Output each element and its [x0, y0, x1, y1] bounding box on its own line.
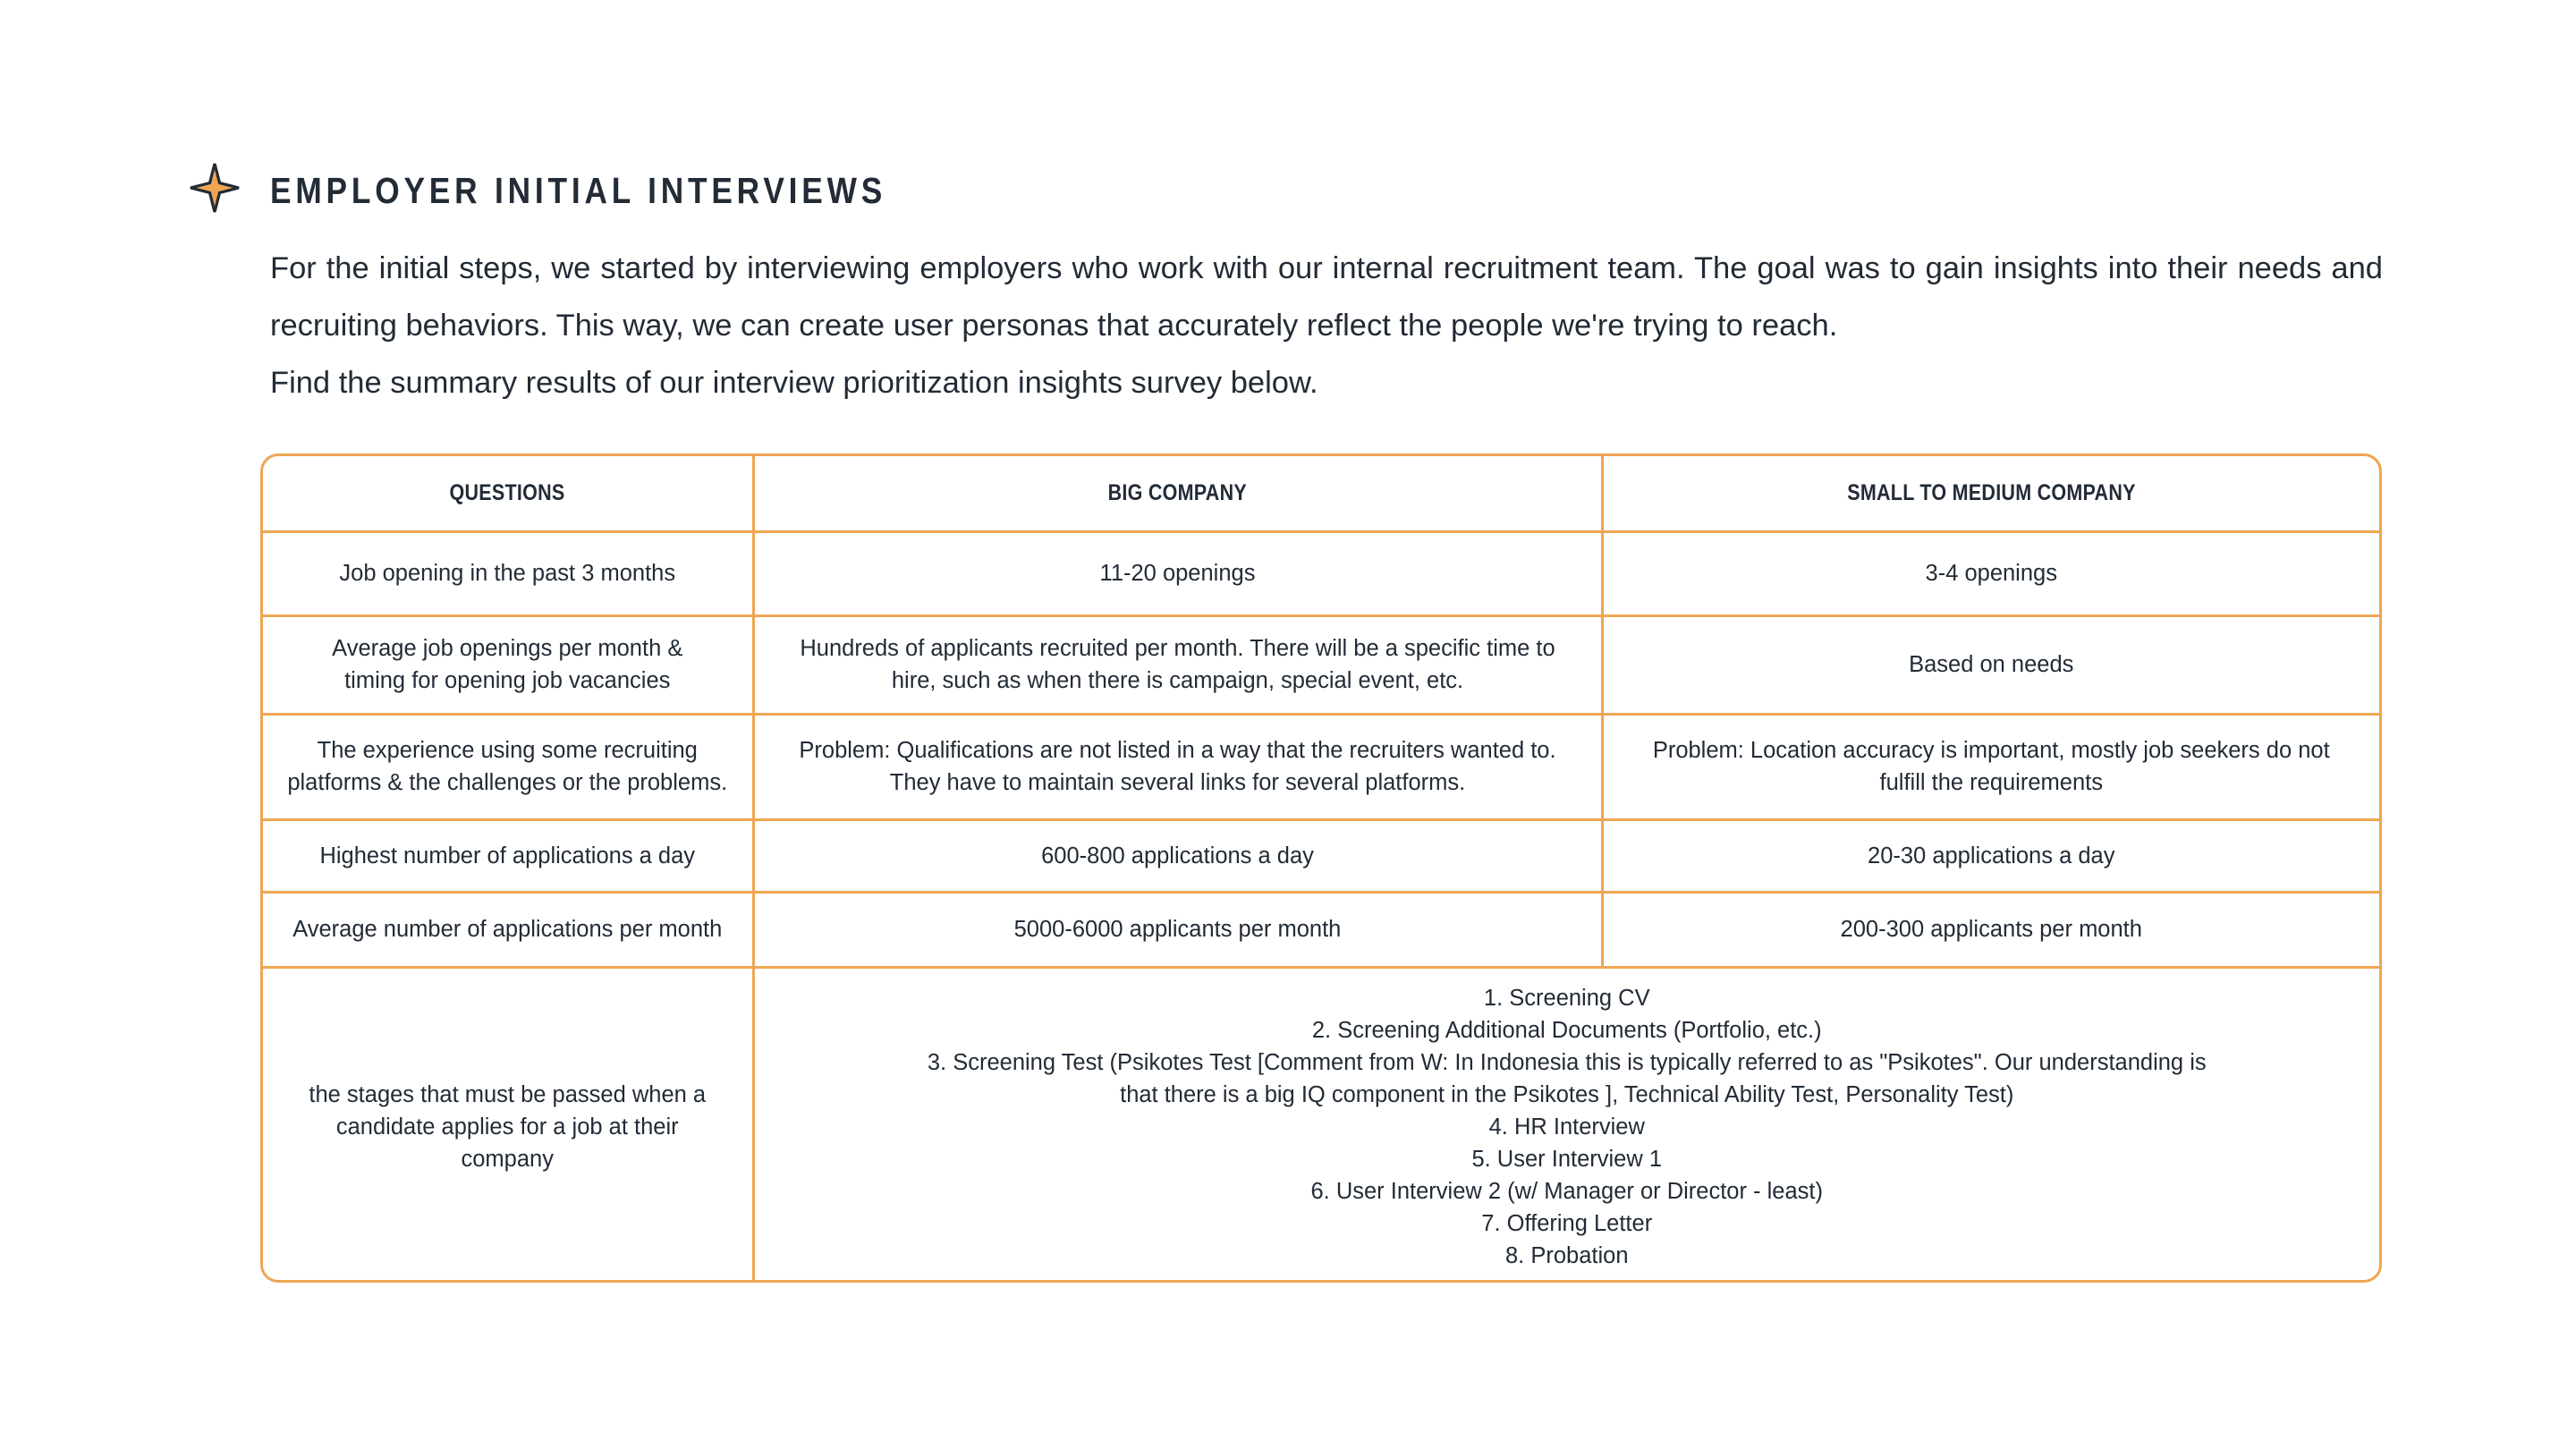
stage-item: 1. Screening CV: [1483, 985, 1650, 1011]
table-row: [263, 531, 2379, 615]
column-header-label: BIG COMPANY: [1107, 480, 1248, 506]
small-medium-company-cell: 20-30 applications a day: [1602, 819, 2379, 892]
four-point-star-icon: [189, 162, 241, 214]
small-medium-company-cell: Based on needs: [1602, 615, 2379, 714]
intro-text: [270, 240, 2383, 411]
big-company-cell: Hundreds of applicants recruited per month. There will be a specific time to hire, such as when there is campaign, special event, etc.: [753, 615, 1602, 714]
stage-item: 8. Probation: [1504, 1242, 1629, 1268]
question-cell: Average job openings per month & timing for opening job vacancies: [263, 615, 753, 714]
table-row: [263, 714, 2379, 819]
question-cell: Average number of applications per month: [263, 892, 753, 967]
column-header-small-medium-company: [1602, 456, 2379, 531]
big-company-cell: 600-800 applications a day: [753, 819, 1602, 892]
small-medium-company-cell: Problem: Location accuracy is important, mostly job seekers do not fulfill the requirements: [1602, 714, 2379, 819]
big-company-cell: 11-20 openings: [753, 531, 1602, 615]
table-row: [263, 967, 2379, 1283]
small-medium-company-cell: 200-300 applicants per month: [1602, 892, 2379, 967]
section-title: EMPLOYER INITIAL INTERVIEWS: [270, 170, 887, 211]
stage-item: 2. Screening Additional Documents (Portfolio, etc.): [1311, 1017, 1822, 1043]
stage-item: 4. HR Interview: [1488, 1114, 1645, 1140]
stage-item: 3. Screening Test (Psikotes Test [Comment from W: In Indonesia this is typically referred to as "Psikotes". Our understanding is that there is a big IQ component in the Psikotes ], Technical Ability Test, Personality Test): [927, 1049, 2207, 1107]
table-row: [263, 615, 2379, 714]
intro-paragraph: For the initial steps, we started by interviewing employers who work with our internal recruitment team. The goal was to gain insights into their needs and recruiting behaviors. This way, we can create user personas that accurately reflect the people we're trying to reach.: [270, 251, 2383, 343]
question-cell: Job opening in the past 3 months: [263, 531, 753, 615]
small-medium-company-cell: 3-4 openings: [1602, 531, 2379, 615]
big-company-cell: Problem: Qualifications are not listed in a way that the recruiters wanted to. They have to maintain several links for several platforms.: [753, 714, 1602, 819]
column-header-questions: [263, 456, 753, 531]
column-header-label: SMALL TO MEDIUM COMPANY: [1847, 480, 2136, 506]
hiring-stages-cell: [753, 967, 2379, 1283]
question-cell: the stages that must be passed when a candidate applies for a job at their company: [263, 967, 753, 1283]
intro-paragraph: Find the summary results of our interview prioritization insights survey below.: [270, 366, 1318, 400]
question-cell: Highest number of applications a day: [263, 819, 753, 892]
stage-item: 6. User Interview 2 (w/ Manager or Director - least): [1310, 1178, 1823, 1204]
table-row: [263, 892, 2379, 967]
stage-item: 7. Offering Letter: [1481, 1210, 1653, 1236]
stage-item: 5. User Interview 1: [1471, 1146, 1663, 1172]
column-header-label: QUESTIONS: [449, 480, 565, 506]
question-cell: The experience using some recruiting platforms & the challenges or the problems.: [263, 714, 753, 819]
column-header-big-company: [753, 456, 1602, 531]
table-row: [263, 819, 2379, 892]
interview-summary-table: [260, 453, 2382, 1283]
big-company-cell: 5000-6000 applicants per month: [753, 892, 1602, 967]
table-header-row: [263, 456, 2379, 531]
